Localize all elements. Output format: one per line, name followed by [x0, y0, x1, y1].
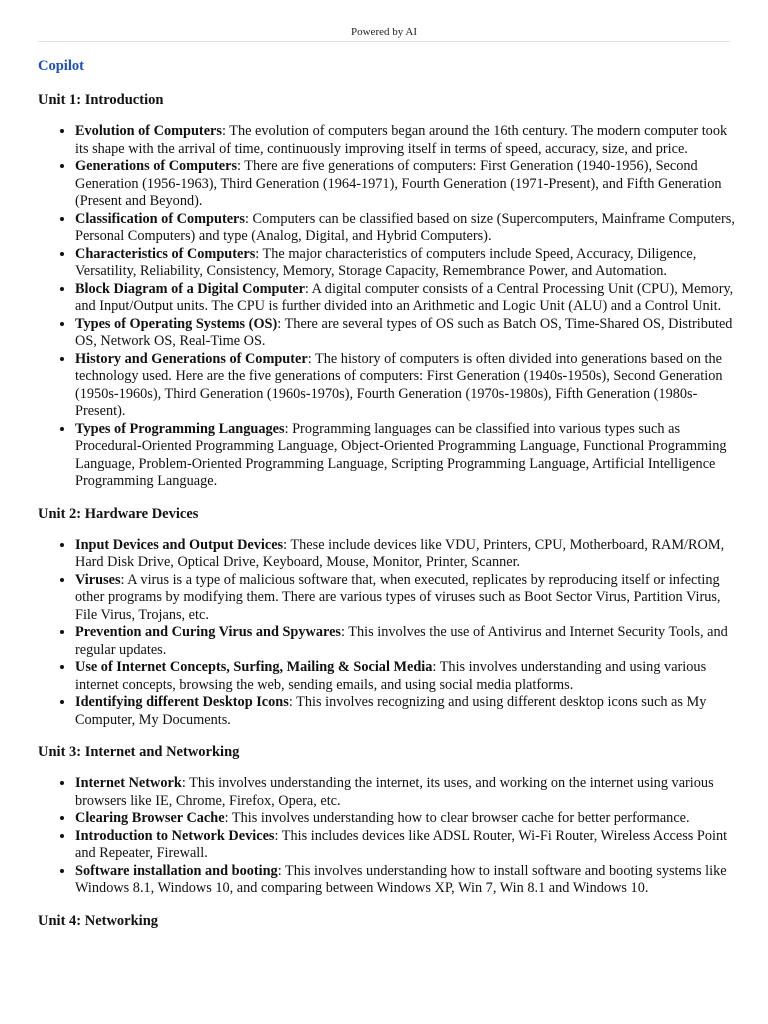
topic-term: Viruses [75, 571, 121, 588]
topic-term: History and Generations of Computer [75, 350, 308, 367]
topic-description: : This involves recognizing and using different desktop icons such as My Computer, My Documents. [75, 694, 707, 728]
topic-description: : The evolution of computers began around the 16th century. The modern computer took its shape with the arrival of time, continuously improving itself in terms of speed, accuracy, size, and price. [75, 123, 728, 157]
topic-term: Internet Network [75, 775, 182, 791]
topic-term: Generations of Computers [75, 158, 238, 174]
document-content [38, 91, 738, 944]
list-item [75, 123, 738, 158]
topic-description: : This involves understanding and using various internet concepts, browsing the web, sending emails, and using social media platforms. [75, 659, 707, 693]
unit-topic-list [38, 537, 738, 730]
topic-description: : These include devices like VDU, Printers, CPU, Motherboard, RAM/ROM, Hard Disk Drive, Optical Drive, Keyboard, Mouse, Monitor, Printer, Scanner. [75, 536, 725, 570]
topic-term: Software installation and booting [75, 862, 278, 879]
topic-description: : A virus is a type of malicious software that, when executed, replicates by reproducing itself or infecting other programs by modifying them. There are various types of viruses such as Boot Sector Virus, Partition Virus, File Virus, Trojans, etc. [75, 571, 721, 623]
list-item [75, 158, 738, 211]
list-item [75, 316, 738, 351]
topic-term: Input Devices and Output Devices [75, 536, 284, 553]
topic-description: : The major characteristics of computers include Speed, Accuracy, Diligence, Versatility, Reliability, Consistency, Memory, Storage Capacity, Remembrance Power, and Automation. [75, 245, 697, 279]
topic-description: : There are five generations of computers: First Generation (1940-1956), Second Generation (1956-1963), Third Generation (1964-1971), Fourth Generation (1971-Present), and Fifth Generation (Present and Beyond). [75, 158, 722, 209]
page-header: Powered by AI [38, 26, 730, 42]
topic-description: : This involves understanding how to clear browser cache for better performance. [224, 810, 690, 826]
topic-description: : This includes devices like ADSL Router, Wi-Fi Router, Wireless Access Point and Repeater, Firewall. [75, 827, 728, 861]
list-item [75, 828, 738, 863]
topic-description: : Computers can be classified based on size (Supercomputers, Mainframe Computers, Personal Computers) and type (Analog, Digital, and Hybrid Computers). [75, 210, 735, 244]
topic-description: : This involves the use of Antivirus and Internet Security Tools, and regular updates. [75, 624, 728, 658]
copilot-link[interactable]: Copilot [38, 58, 84, 74]
unit-heading: Unit 4: Networking [38, 912, 159, 929]
list-item [75, 624, 738, 659]
topic-description: : There are several types of OS such as Batch OS, Time-Shared OS, Distributed OS, Network OS, Real-Time OS. [75, 315, 733, 349]
topic-description: : This involves understanding the internet, its uses, and working on the internet using various browsers like IE, Chrome, Firefox, Opera, etc. [75, 775, 714, 809]
unit-heading: Unit 3: Internet and Networking [38, 744, 240, 760]
topic-term: Use of Internet Concepts, Surfing, Mailing & Social Media [75, 659, 433, 675]
list-item [75, 694, 738, 729]
list-item [75, 537, 738, 572]
list-item [75, 281, 738, 316]
unit-heading: Unit 2: Hardware Devices [38, 505, 199, 522]
topic-term: Identifying different Desktop Icons [75, 694, 289, 710]
list-item [75, 810, 738, 828]
unit-topic-list [38, 775, 738, 898]
list-item [75, 659, 738, 694]
topic-description: : A digital computer consists of a Central Processing Unit (CPU), Memory, and Input/Output units. The CPU is further divided into an Arithmetic and Logic Unit (ALU) and a Control Unit. [75, 280, 734, 314]
topic-term: Types of Operating Systems (OS) [75, 315, 278, 332]
list-item [75, 572, 738, 625]
topic-description: : This involves understanding how to install software and booting systems like Windows 8.1, Windows 10, and comparing between Windows XP, Win 7, Win 8.1 and Windows 10. [75, 862, 727, 896]
list-item [75, 246, 738, 281]
topic-term: Block Diagram of a Digital Computer [75, 280, 305, 297]
list-item [75, 421, 738, 491]
topic-term: Characteristics of Computers [75, 245, 256, 262]
list-item [75, 863, 738, 898]
list-item [75, 775, 738, 810]
topic-term: Clearing Browser Cache [75, 810, 225, 826]
unit-topic-list [38, 123, 738, 491]
topic-term: Evolution of Computers [75, 123, 222, 139]
unit-heading: Unit 1: Introduction [38, 92, 164, 108]
topic-term: Prevention and Curing Virus and Spywares [75, 624, 341, 640]
list-item [75, 351, 738, 421]
list-item [75, 211, 738, 246]
topic-description: : Programming languages can be classified into various types such as Procedural-Oriented Programming Language, Object-Oriented Programming Language, Functional Programming Language, Problem-Oriented Programming Language, Scripting Programming Language, Artificial Intelligence Programming Language. [75, 420, 727, 489]
topic-term: Types of Programming Languages [75, 420, 285, 437]
topic-description: : The history of computers is often divided into generations based on the technology used. Here are the five generations of computers: First Generation (1940s-1950s), Second Generation (1950s-1960s), Third Generation (1960s-1970s), Fourth Generation (1970s-1980s), Fifth Generation (1980s-Present). [75, 350, 723, 419]
topic-term: Classification of Computers [75, 210, 245, 227]
topic-term: Introduction to Network Devices [75, 827, 275, 844]
